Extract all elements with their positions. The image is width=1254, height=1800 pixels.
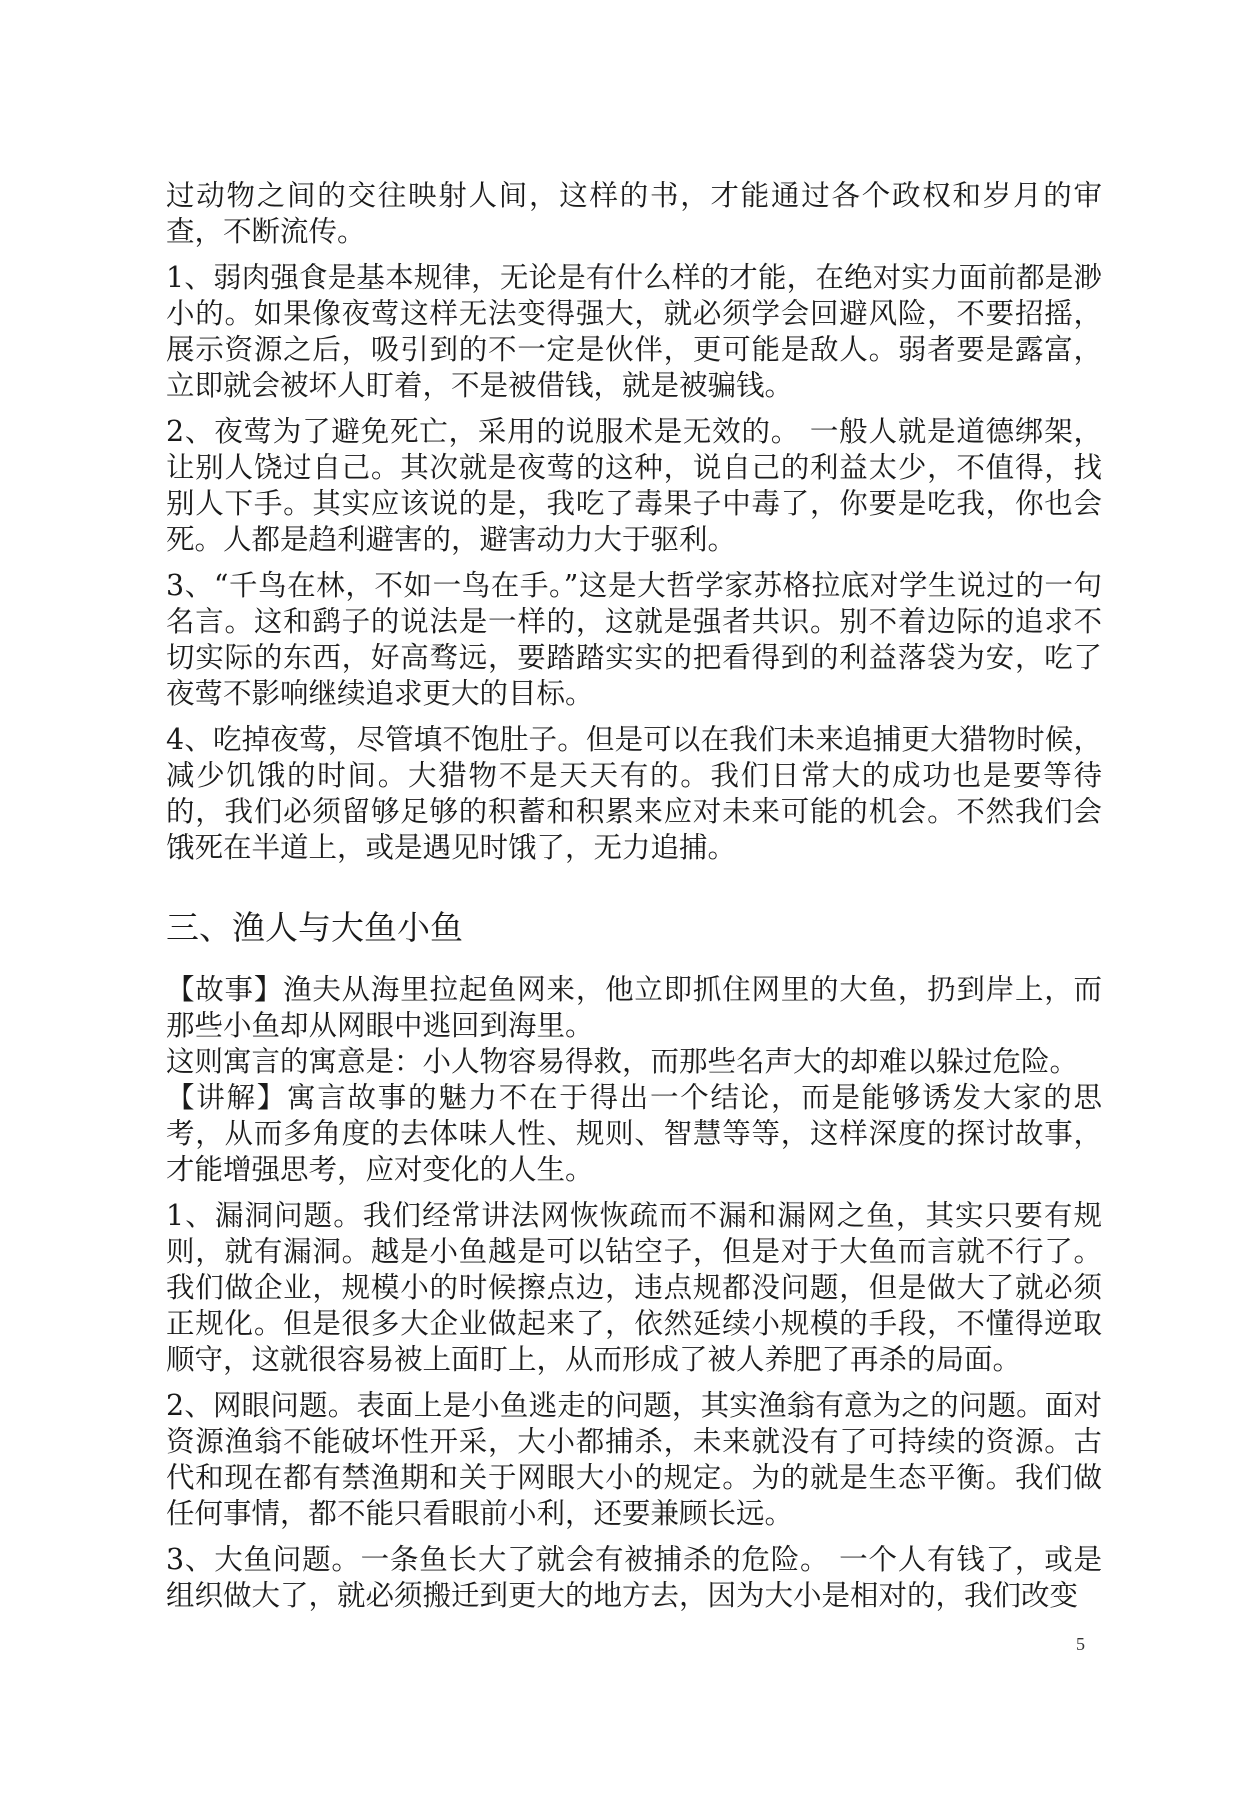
paragraph-point-3: 3、“千鸟在林，不如一鸟在手。”这是大哲学家苏格拉底对学生说过的一句名言。这和鹞子的说法是一样的，这就是强者共识。别不着边际的追求不切实际的东西，好高骛远，要踏踏实实的把看得到的利益落袋为安，吃了夜莺不影响继续追求更大的目标。 <box>166 569 1102 710</box>
paragraph-point-4: 4、吃掉夜莺，尽管填不饱肚子。但是可以在我们未来追捕更大猎物时候，减少饥饿的时间。大猎物不是天天有的。我们日常大的成功也是要等待的，我们必须留够足够的积蓄和积累来应对未来可能的机会。不然我们会饿死在半道上，或是遇见时饿了，无力追捕。 <box>166 723 1102 864</box>
explanation-paragraph: 【讲解】寓言故事的魅力不在于得出一个结论，而是能够诱发大家的思考，从而多角度的去体味人性、规则、智慧等等，这样深度的探讨故事，才能增强思考，应对变化的人生。 <box>166 1081 1102 1186</box>
page-number: 5 <box>1076 1634 1085 1654</box>
paragraph-issue-3: 3、大鱼问题。一条鱼长大了就会有被捕杀的危险。 一个人有钱了，或是组织做大了，就必须搬迁到更大的地方去，因为大小是相对的，我们改变 <box>166 1543 1102 1612</box>
section-title: 三、渔人与大鱼小鱼 <box>166 908 463 947</box>
paragraph-issue-1: 1、漏洞问题。我们经常讲法网恢恢疏而不漏和漏网之鱼，其实只要有规则，就有漏洞。越是小鱼越是可以钻空子，但是对于大鱼而言就不行了。我们做企业，规模小的时候擦点边，违点规都没问题，但是做大了就必须正规化。但是很多大企业做起来了，依然延续小规模的手段，不懂得逆取顺守，这就很容易被上面盯上，从而形成了被人养肥了再杀的局面。 <box>166 1199 1102 1376</box>
paragraph-point-2: 2、夜莺为了避免死亡，采用的说服术是无效的。 一般人就是道德绑架，让别人饶过自己。其次就是夜莺的这种，说自己的利益太少，不值得，找别人下手。其实应该说的是，我吃了毒果子中毒了，你要是吃我，你也会死。人都是趋利避害的，避害动力大于驱利。 <box>166 415 1102 556</box>
paragraph-issue-2: 2、网眼问题。表面上是小鱼逃走的问题，其实渔翁有意为之的问题。面对资源渔翁不能破坏性开采，大小都捕杀，未来就没有了可持续的资源。古代和现在都有禁渔期和关于网眼大小的规定。为的就是生态平衡。我们做任何事情，都不能只看眼前小利，还要兼顾长远。 <box>166 1389 1102 1530</box>
paragraph-point-1: 1、弱肉强食是基本规律，无论是有什么样的才能，在绝对实力面前都是渺小的。如果像夜莺这样无法变得强大，就必须学会回避风险，不要招摇，展示资源之后，吸引到的不一定是伙伴，更可能是敌人。弱者要是露富，立即就会被坏人盯着，不是被借钱，就是被骗钱。 <box>166 261 1102 402</box>
story-paragraph: 【故事】渔夫从海里拉起鱼网来，他立即抓住网里的大鱼，扔到岸上，而那些小鱼却从网眼中逃回到海里。 <box>166 973 1102 1042</box>
moral-paragraph: 这则寓言的寓意是：小人物容易得救，而那些名声大的却难以躲过危险。 <box>166 1045 1079 1078</box>
document-page <box>166 178 1102 1624</box>
paragraph-continuation: 过动物之间的交往映射人间，这样的书，才能通过各个政权和岁月的审查，不断流传。 <box>166 179 1102 248</box>
